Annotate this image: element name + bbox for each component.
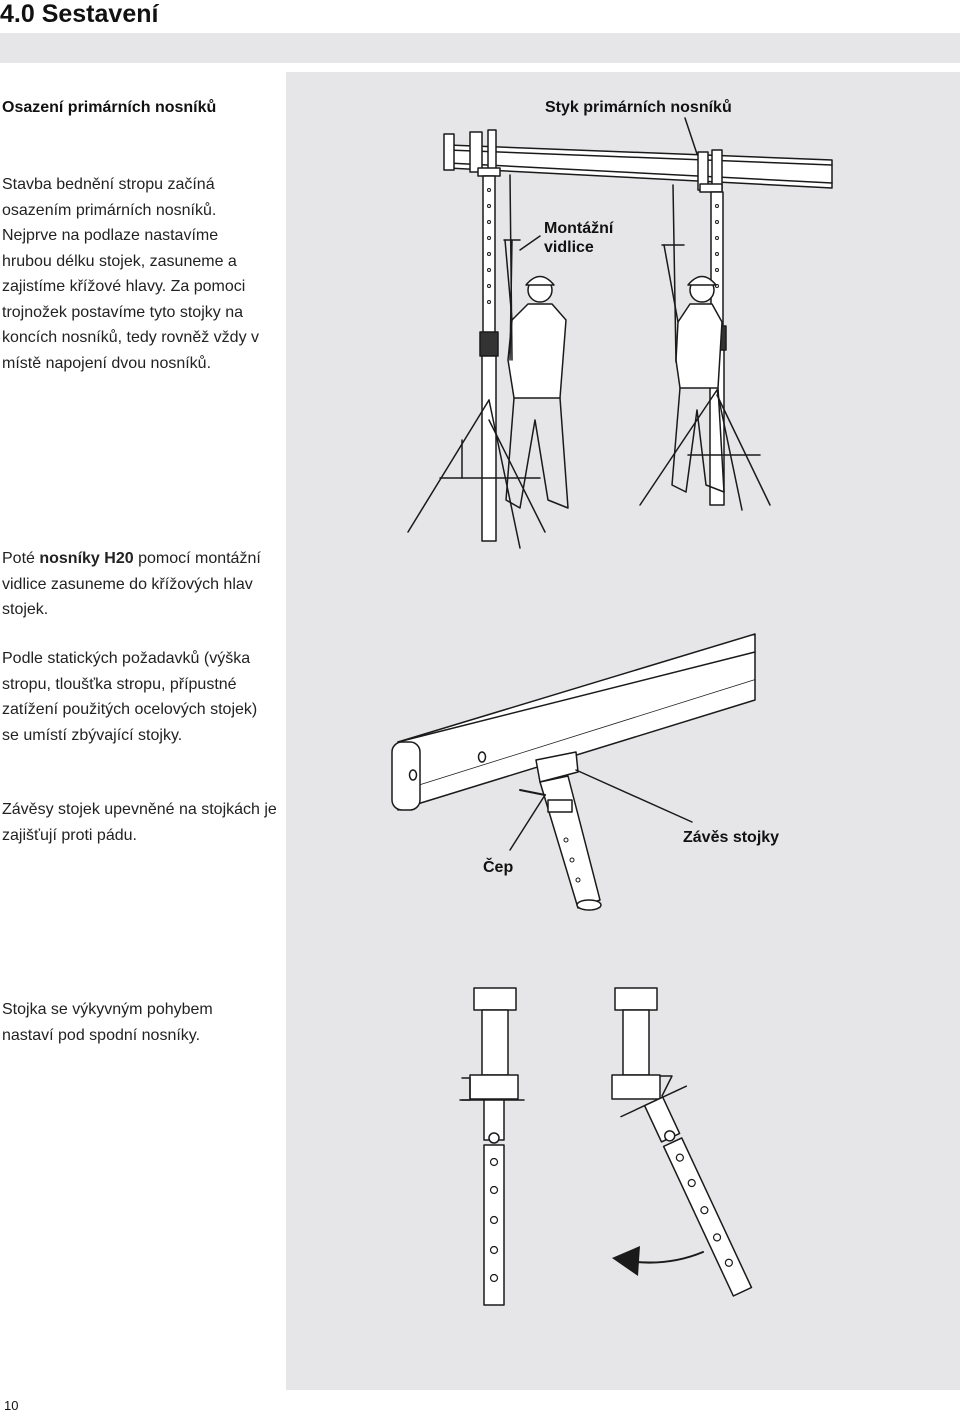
paragraph-swing: Stojka se výkyvným pohybem nastaví pod spodní nosníky. xyxy=(2,1001,213,1044)
prop-tube xyxy=(540,776,600,908)
prop-1-outer-tube xyxy=(482,356,496,541)
paragraph-hangers: Závěsy stojek upevněné na stojkách je zajišťují proti pádu. xyxy=(2,801,277,844)
section-heading: Osazení primárních nosníků xyxy=(2,99,217,116)
right-prop-tube xyxy=(664,1138,752,1296)
figure-1-drawing xyxy=(408,118,832,548)
worker-1-body xyxy=(508,304,566,398)
paragraph-beams-bold: nosníky H20 xyxy=(39,550,134,567)
label-prop-hanger: Závěs stojky xyxy=(683,829,780,846)
label-pin: Čep xyxy=(483,859,514,876)
figure-2-drawing xyxy=(392,634,755,910)
paragraph-intro: Stavba bednění stropu začíná osazením primárních nosníků. Nejprve na podlaze nastavíme hrubou délku stojek, zasuneme a zajistíme křížové hlavy. Za pomoci trojnožek postavíme tyto stojky na koncích nosníků, tedy rovněž vždy v místě napojení dvou nosníků. xyxy=(2,176,260,372)
pin xyxy=(520,790,545,795)
page-number: 10 xyxy=(4,1398,19,1413)
label-mounting-fork: Montážní vidlice xyxy=(544,220,614,256)
worker-2-body xyxy=(676,304,722,388)
figure-3-drawing xyxy=(460,988,775,1307)
figure-1-heading: Styk primárních nosníků xyxy=(545,99,732,116)
curved-arrow-left-icon xyxy=(636,1252,703,1263)
paragraph-beams-after: pomocí montážní vidlice zasuneme do křížových hlav stojek. xyxy=(2,550,261,618)
mounting-fork-2 xyxy=(673,185,676,362)
page-title: 4.0 Sestavení xyxy=(0,0,159,28)
paragraph-props: Podle statických požadavků (výška stropu, tloušťka stropu, přípustné zatížení použitých ocelových stojek) se umístí zbývající stojky. xyxy=(2,650,258,744)
paragraph-beams-before: Poté xyxy=(2,550,40,567)
